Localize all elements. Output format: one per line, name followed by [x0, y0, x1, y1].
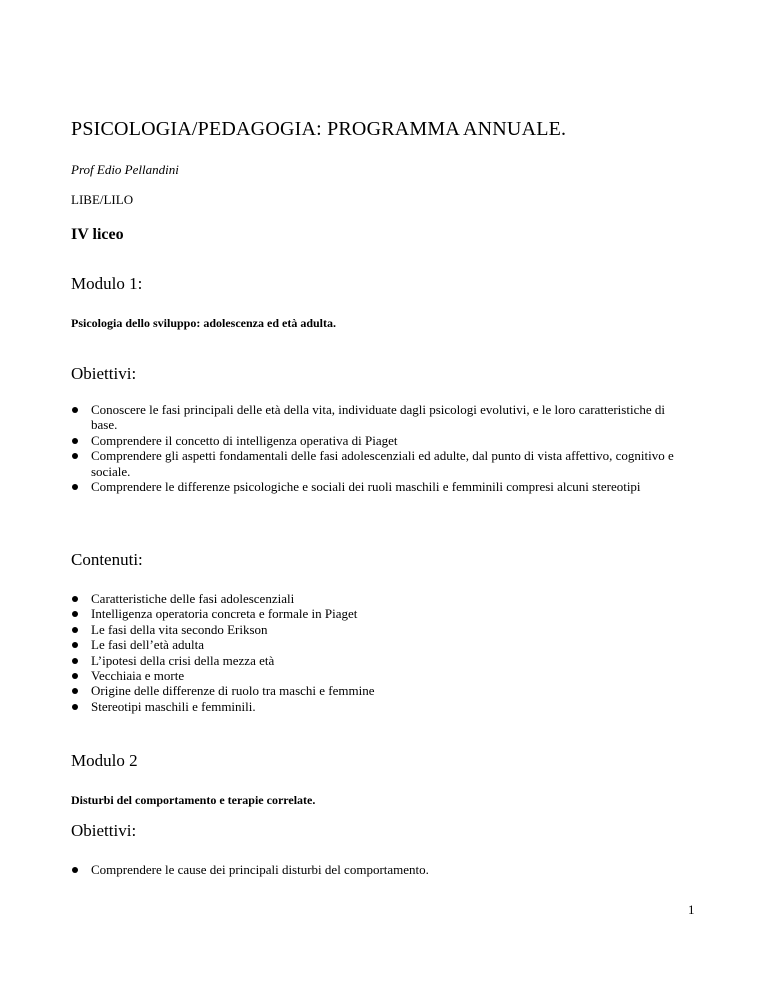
list-item-text: Le fasi della vita secondo Erikson: [91, 621, 268, 637]
list-item: [71, 448, 691, 479]
list-item-text: Vecchiaia e morte: [91, 668, 185, 684]
list-item-text: Conoscere le fasi principali delle età della vita, individuate dagli psicologi evolutivi, e le loro caratteristiche di base.: [91, 402, 665, 433]
bullet-icon: [72, 867, 78, 873]
document-title: PSICOLOGIA/PEDAGOGIA: PROGRAMMA ANNUALE.: [71, 118, 567, 140]
class-code: LIBE/LILO: [71, 192, 134, 207]
page-number: 1: [688, 902, 695, 917]
bullet-icon: [72, 704, 78, 710]
list-item: [71, 591, 691, 606]
professor-name: Prof Edio Pellandini: [71, 162, 179, 177]
list-item-text: Comprendere il concetto di intelligenza operativa di Piaget: [91, 432, 398, 448]
bullet-icon: [72, 642, 78, 648]
list-item: [71, 433, 691, 448]
list-item: [71, 653, 691, 668]
module2-objectives-heading: Obiettivi:: [71, 821, 137, 840]
module1-contents-heading: Contenuti:: [71, 550, 143, 569]
module1-contents-list: [71, 591, 691, 714]
module1-objectives-list: [71, 402, 691, 494]
list-item: [71, 479, 691, 494]
list-item-text: Stereotipi maschili e femminili.: [91, 698, 256, 714]
module1-subtitle: Psicologia dello sviluppo: adolescenza ed età adulta.: [71, 316, 337, 330]
module2-heading: Modulo 2: [71, 751, 138, 770]
list-item: [71, 637, 691, 652]
bullet-icon: [72, 407, 78, 413]
list-item-text: Comprendere le differenze psicologiche e sociali dei ruoli maschili e femminili compresi alcuni stereotipi: [91, 479, 641, 495]
bullet-icon: [72, 673, 78, 679]
list-item-text: Origine delle differenze di ruolo tra maschi e femmine: [91, 683, 375, 699]
list-item: [71, 606, 691, 621]
bullet-icon: [72, 438, 78, 444]
module2-subtitle: Disturbi del comportamento e terapie correlate.: [71, 793, 316, 807]
grade-heading: IV liceo: [71, 226, 124, 243]
bullet-icon: [72, 688, 78, 694]
module2-objectives-list: [71, 862, 691, 877]
bullet-icon: [72, 611, 78, 617]
list-item: [71, 699, 691, 714]
bullet-icon: [72, 453, 78, 459]
list-item: [71, 622, 691, 637]
list-item-text: L’ipotesi della crisi della mezza età: [91, 652, 275, 668]
module1-heading: Modulo 1:: [71, 274, 143, 293]
bullet-icon: [72, 658, 78, 664]
module1-objectives-heading: Obiettivi:: [71, 364, 137, 383]
bullet-icon: [72, 596, 78, 602]
list-item-text: Le fasi dell’età adulta: [91, 637, 204, 653]
list-item: [71, 668, 691, 683]
list-item-text: Caratteristiche delle fasi adolescenziali: [91, 591, 295, 606]
bullet-icon: [72, 627, 78, 633]
list-item: [71, 402, 691, 433]
list-item-text: Comprendere gli aspetti fondamentali delle fasi adolescenziali ed adulte, dal punto di vista affettivo, cognitivo e sociale.: [91, 448, 674, 479]
bullet-icon: [72, 484, 78, 490]
list-item-text: Comprendere le cause dei principali disturbi del comportamento.: [91, 862, 429, 877]
list-item: [71, 862, 691, 877]
list-item: [71, 683, 691, 698]
list-item-text: Intelligenza operatoria concreta e formale in Piaget: [91, 606, 358, 622]
